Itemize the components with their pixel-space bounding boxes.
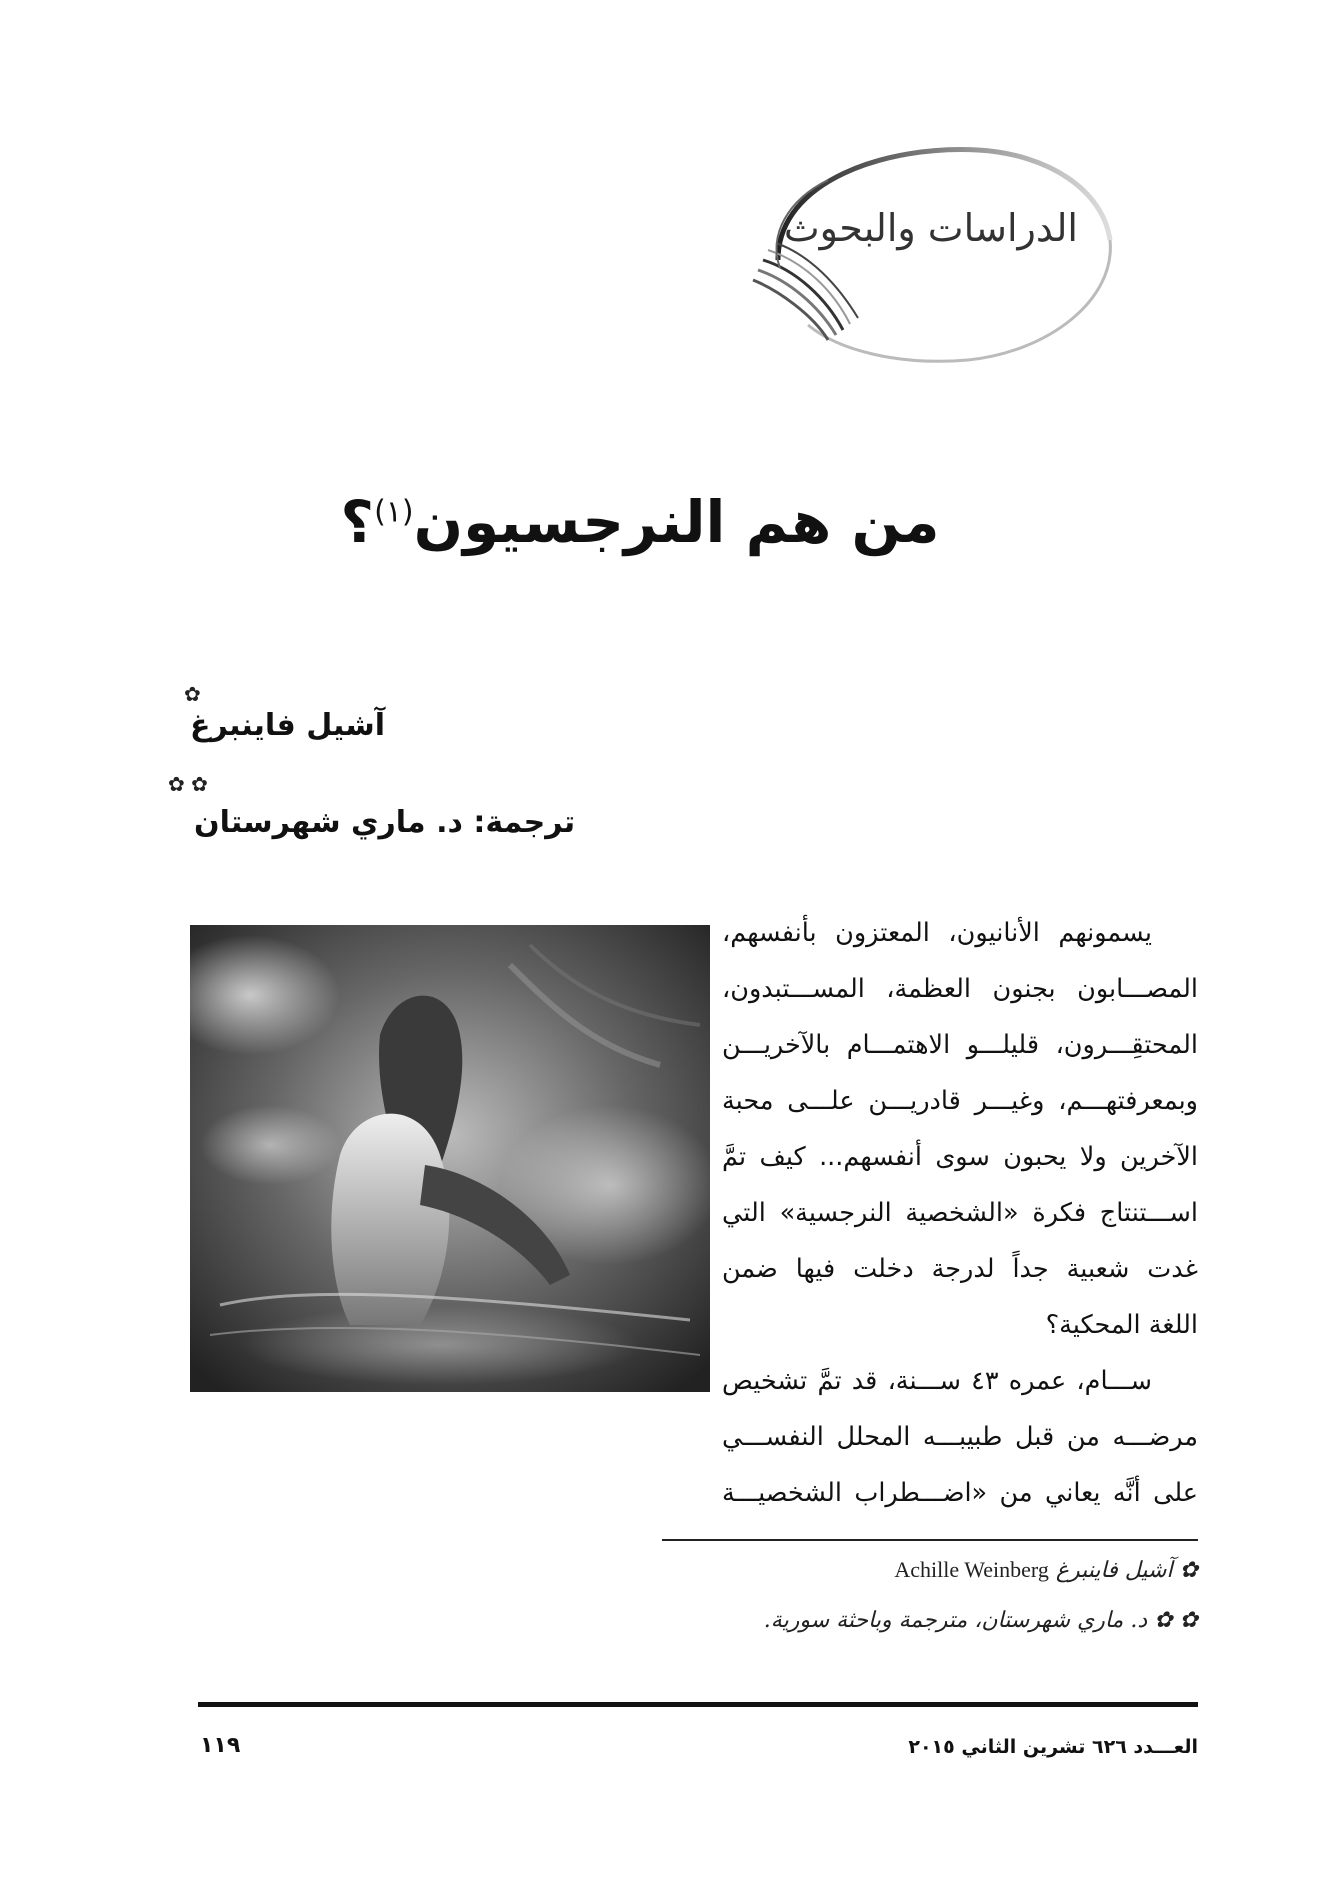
author-name: آشيل فاينبرغ xyxy=(190,708,386,743)
body-line: المصـــابون بجنون العظمة، المســـتبدون، xyxy=(722,974,1198,1004)
translator-name: ترجمة: د. ماري شهرستان xyxy=(194,805,576,840)
footnote-marker-icon: ✿ xyxy=(1179,1558,1198,1583)
article-photo xyxy=(190,925,710,1392)
body-line: المحتقِـــرون، قليلـــو الاهتمـــام بالآخريـــن xyxy=(722,1030,1198,1060)
footnote-author xyxy=(894,1557,1198,1583)
footnote-latin-name: Achille Weinberg xyxy=(894,1557,1049,1582)
footer-divider xyxy=(198,1702,1198,1707)
title-note-ref: (١) xyxy=(374,494,414,530)
body-line: اســـتنتاج فكرة «الشخصية النرجسية» التي xyxy=(722,1198,1198,1228)
body-line: وبمعرفتهـــم، وغيـــر قادريـــن علـــى محبة xyxy=(722,1086,1198,1116)
body-line: يسمونهم الأنانيون، المعتزون بأنفسهم، xyxy=(722,918,1152,948)
section-logo xyxy=(718,140,1138,370)
swirl-logo-icon xyxy=(718,140,1138,370)
page-number: ١١٩ xyxy=(200,1733,241,1758)
body-line: على أنَّه يعاني من «اضـــطراب الشخصيـــة xyxy=(722,1478,1198,1508)
body-line: غدت شعبية جداً لدرجة دخلت فيها ضمن xyxy=(722,1254,1198,1284)
section-label: الدراسات والبحوث xyxy=(783,206,1078,250)
footnote-translator xyxy=(764,1608,1198,1633)
article-title-text: من هم النرجسيون xyxy=(413,488,940,556)
footnote-divider xyxy=(662,1539,1198,1541)
article-body xyxy=(722,905,1198,1521)
article-photo-image xyxy=(190,925,710,1392)
translator-marker-icon: ✿ ✿ xyxy=(168,772,208,796)
title-question-mark: ؟ xyxy=(340,488,375,556)
body-line: اللغة المحكية؟ xyxy=(1045,1310,1198,1340)
footnote-marker-icon: ✿ ✿ xyxy=(1154,1608,1198,1633)
article-title xyxy=(300,488,980,556)
body-line: ســـام، عمره ٤٣ ســـنة، قد تمَّ تشخيص xyxy=(722,1366,1152,1396)
body-line: مرضـــه من قبل طبيبـــه المحلل النفســـي xyxy=(722,1422,1198,1452)
footnote-text: آشيل فاينبرغ xyxy=(1055,1558,1173,1583)
body-line: الآخرين ولا يحبون سوى أنفسهم... كيف تمَّ xyxy=(722,1142,1198,1172)
footnote-text: د. ماري شهرستان، مترجمة وباحثة سورية. xyxy=(763,1608,1148,1633)
author-marker-icon: ✿ xyxy=(184,682,201,706)
issue-info: العـــدد ٦٢٦ تشرين الثاني ٢٠١٥ xyxy=(908,1736,1198,1758)
